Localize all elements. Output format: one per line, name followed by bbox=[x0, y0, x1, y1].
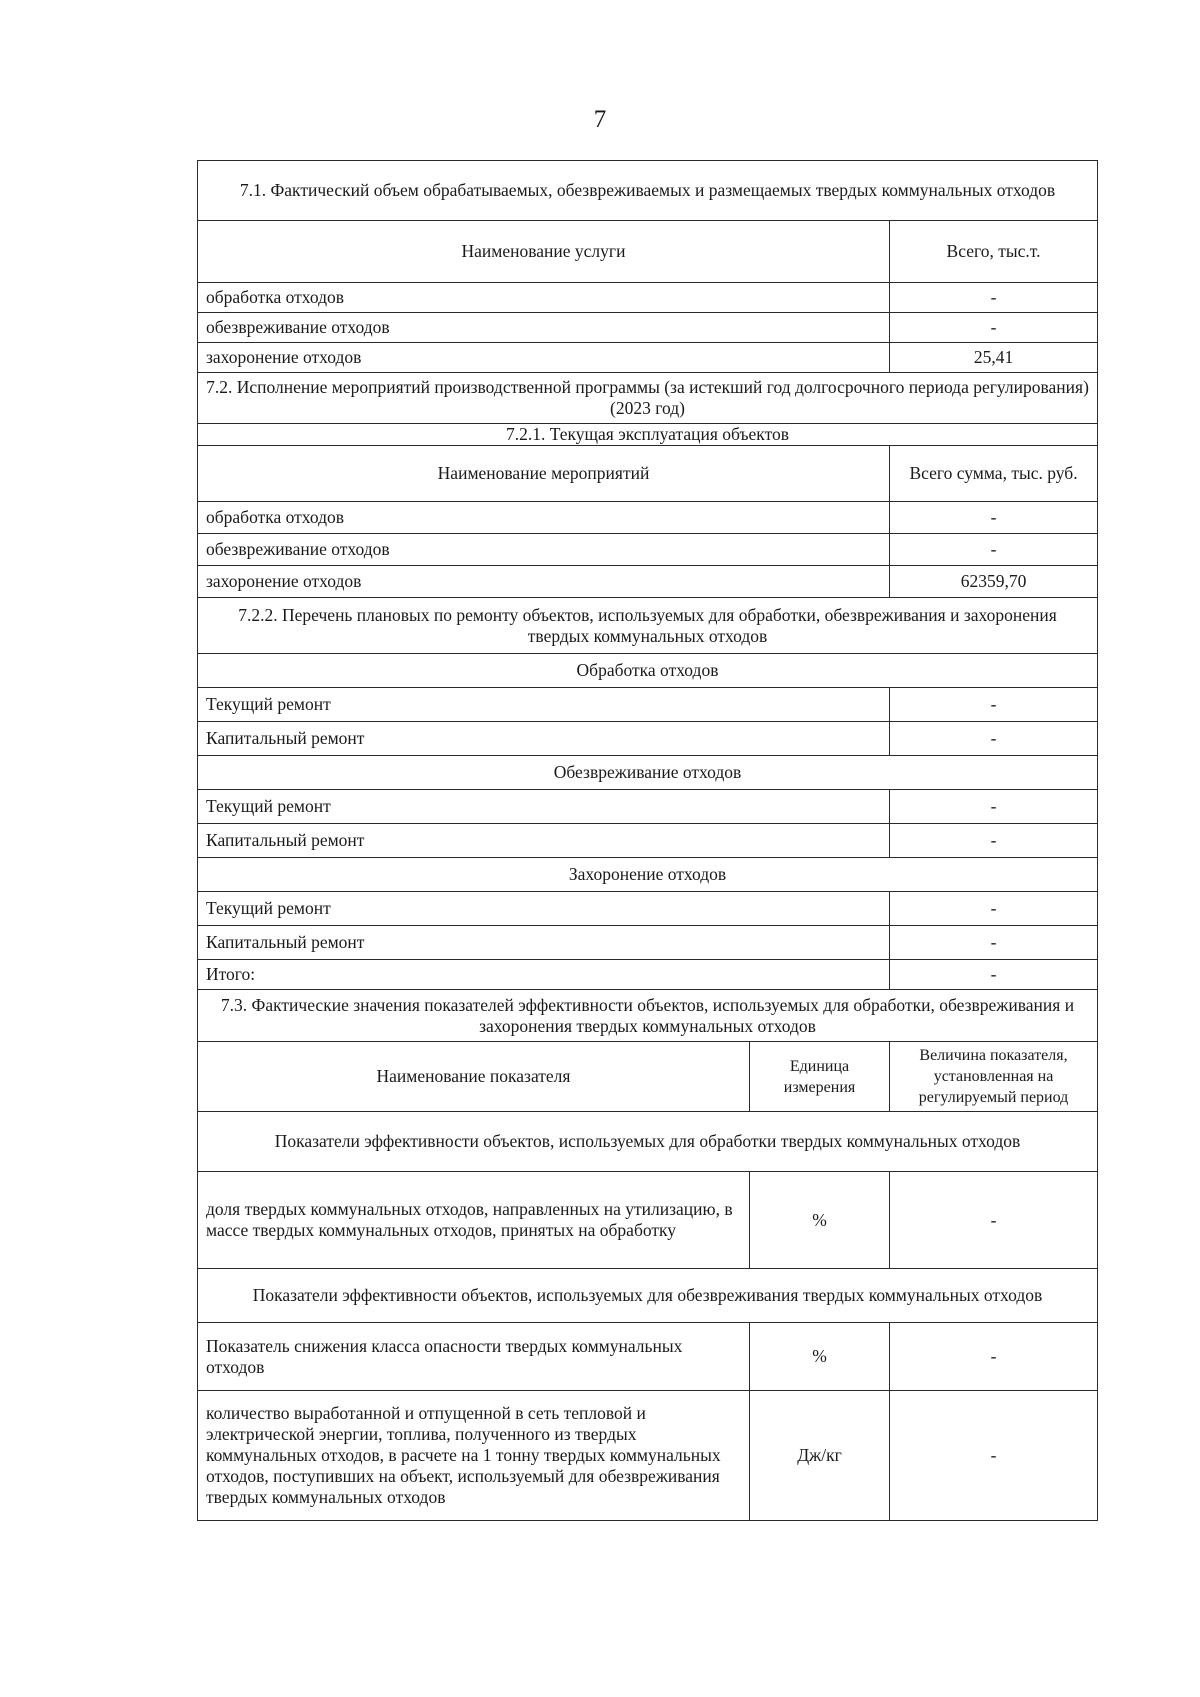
section-7-2-title-row bbox=[198, 373, 1098, 424]
table-row bbox=[198, 688, 1098, 722]
row-value: - bbox=[890, 824, 1098, 858]
column-header-total-tonnes: Всего, тыс.т. bbox=[890, 221, 1098, 283]
row-value: - bbox=[890, 688, 1098, 722]
report-table bbox=[197, 160, 1098, 1521]
column-header-indicator-name: Наименование показателя bbox=[198, 1042, 750, 1112]
column-header-total-sum: Всего сумма, тыс. руб. bbox=[890, 446, 1098, 502]
column-header-service-name: Наименование услуги bbox=[198, 221, 890, 283]
group-title-row bbox=[198, 1112, 1098, 1172]
section-7-3-header-row bbox=[198, 1042, 1098, 1112]
table-row bbox=[198, 343, 1098, 373]
indicator-unit: % bbox=[750, 1323, 890, 1391]
group-title-neutralization: Обезвреживание отходов bbox=[198, 756, 1098, 790]
group-title-row bbox=[198, 1269, 1098, 1323]
section-7-2-title: 7.2. Исполнение мероприятий производственной программы (за истекший год долгосрочного периода регулирования) (2023 год) bbox=[198, 373, 1098, 424]
group-title-row bbox=[198, 654, 1098, 688]
row-label: обработка отходов bbox=[198, 283, 890, 313]
total-value: - bbox=[890, 960, 1098, 990]
row-value: - bbox=[890, 313, 1098, 343]
row-value: 25,41 bbox=[890, 343, 1098, 373]
indicator-row bbox=[198, 1172, 1098, 1269]
section-7-2-1-title-row bbox=[198, 424, 1098, 446]
table-row bbox=[198, 926, 1098, 960]
row-value: - bbox=[890, 722, 1098, 756]
row-value: - bbox=[890, 892, 1098, 926]
row-value: 62359,70 bbox=[890, 566, 1098, 598]
row-label: обработка отходов bbox=[198, 502, 890, 534]
row-value: - bbox=[890, 790, 1098, 824]
row-label: обезвреживание отходов bbox=[198, 313, 890, 343]
section-7-2-2-title-row bbox=[198, 598, 1098, 654]
row-value: - bbox=[890, 534, 1098, 566]
column-header-indicator-value: Величина показателя, установленная на регулируемый период bbox=[890, 1042, 1098, 1112]
total-label: Итого: bbox=[198, 960, 890, 990]
section-7-1-title: 7.1. Фактический объем обрабатываемых, обезвреживаемых и размещаемых твердых коммунальных отходов bbox=[198, 161, 1098, 221]
section-7-1-header-row bbox=[198, 221, 1098, 283]
table-row bbox=[198, 566, 1098, 598]
group-title-row bbox=[198, 858, 1098, 892]
group-title-processing: Обработка отходов bbox=[198, 654, 1098, 688]
row-value: - bbox=[890, 502, 1098, 534]
section-7-3-title: 7.3. Фактические значения показателей эффективности объектов, используемых для обработки, обезвреживания и захоронения твердых коммунальных отходов bbox=[198, 990, 1098, 1042]
row-label: захоронение отходов bbox=[198, 343, 890, 373]
column-header-measure-name: Наименование мероприятий bbox=[198, 446, 890, 502]
row-label: Капитальный ремонт bbox=[198, 926, 890, 960]
indicator-value: - bbox=[890, 1323, 1098, 1391]
group-title-neutralization-efficiency: Показатели эффективности объектов, используемых для обезвреживания твердых коммунальных отходов bbox=[198, 1269, 1098, 1323]
indicator-value: - bbox=[890, 1391, 1098, 1521]
row-value: - bbox=[890, 283, 1098, 313]
group-title-burial: Захоронение отходов bbox=[198, 858, 1098, 892]
indicator-row bbox=[198, 1391, 1098, 1521]
section-7-2-1-title: 7.2.1. Текущая эксплуатация объектов bbox=[198, 424, 1098, 446]
row-label: Текущий ремонт bbox=[198, 892, 890, 926]
table-row bbox=[198, 313, 1098, 343]
table-row bbox=[198, 534, 1098, 566]
section-7-1-title-row bbox=[198, 161, 1098, 221]
section-7-3-title-row bbox=[198, 990, 1098, 1042]
indicator-row bbox=[198, 1323, 1098, 1391]
total-row bbox=[198, 960, 1098, 990]
section-7-2-header-row bbox=[198, 446, 1098, 502]
indicator-label: доля твердых коммунальных отходов, направленных на утилизацию, в массе твердых коммунальных отходов, принятых на обработку bbox=[198, 1172, 750, 1269]
section-7-2-2-title: 7.2.2. Перечень плановых по ремонту объектов, используемых для обработки, обезвреживания и захоронения твердых коммунальных отходов bbox=[198, 598, 1098, 654]
row-label: Капитальный ремонт bbox=[198, 824, 890, 858]
row-value: - bbox=[890, 926, 1098, 960]
table-row bbox=[198, 824, 1098, 858]
table-row bbox=[198, 283, 1098, 313]
table-row bbox=[198, 502, 1098, 534]
table-row bbox=[198, 892, 1098, 926]
indicator-label: количество выработанной и отпущенной в сеть тепловой и электрической энергии, топлива, полученного из твердых коммунальных отходов, в расчете на 1 тонну твердых коммунальных отходов, поступивших на объект, используемый для обезвреживания твердых коммунальных отходов bbox=[198, 1391, 750, 1521]
page-number: 7 bbox=[593, 106, 607, 133]
indicator-unit: % bbox=[750, 1172, 890, 1269]
table-row bbox=[198, 790, 1098, 824]
row-label: Текущий ремонт bbox=[198, 790, 890, 824]
row-label: Капитальный ремонт bbox=[198, 722, 890, 756]
row-label: обезвреживание отходов bbox=[198, 534, 890, 566]
column-header-unit: Единица измерения bbox=[750, 1042, 890, 1112]
group-title-row bbox=[198, 756, 1098, 790]
row-label: Текущий ремонт bbox=[198, 688, 890, 722]
indicator-value: - bbox=[890, 1172, 1098, 1269]
indicator-unit: Дж/кг bbox=[750, 1391, 890, 1521]
group-title-processing-efficiency: Показатели эффективности объектов, используемых для обработки твердых коммунальных отходов bbox=[198, 1112, 1098, 1172]
row-label: захоронение отходов bbox=[198, 566, 890, 598]
indicator-label: Показатель снижения класса опасности твердых коммунальных отходов bbox=[198, 1323, 750, 1391]
table-row bbox=[198, 722, 1098, 756]
